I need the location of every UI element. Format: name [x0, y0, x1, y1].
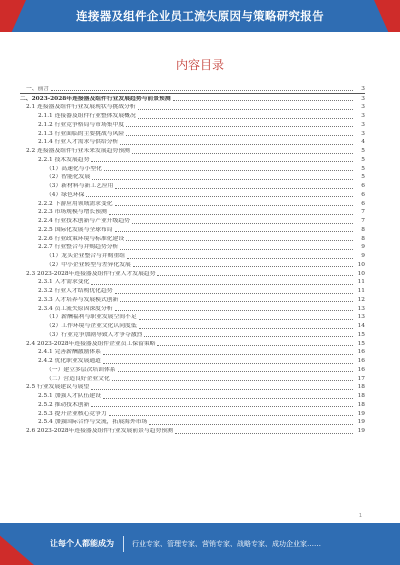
footer-ribbon [0, 523, 34, 565]
toc-leader-dots [132, 223, 353, 224]
toc-entry-page: 9 [361, 253, 365, 259]
toc-entry-page: 7 [361, 218, 365, 224]
toc-leader-dots [132, 153, 353, 154]
toc-entry-page: 14 [357, 323, 365, 329]
toc-entry-page: 3 [361, 113, 365, 119]
toc-entry-page: 18 [357, 384, 365, 391]
toc-entry[interactable] [20, 400, 365, 409]
toc-leader-dots [127, 258, 353, 259]
toc-entry[interactable] [20, 146, 365, 155]
toc-entry[interactable] [20, 286, 365, 295]
toc-entry-page: 8 [361, 235, 365, 242]
toc-leader-dots [115, 293, 353, 294]
toc-leader-dots [91, 389, 353, 390]
footer-banner [0, 523, 400, 565]
toc-entry[interactable] [20, 138, 365, 147]
toc-entry-page: 3 [361, 95, 365, 102]
toc-leader-dots [133, 266, 353, 267]
toc-entry-label: 2.1.2 行业竞争格局与市场集中度 [20, 122, 126, 129]
toc-entry[interactable] [20, 426, 365, 435]
toc-leader-dots [118, 371, 353, 372]
toc-entry-label: 2.1 连接器及组件行业发展现状与挑战分析 [20, 104, 138, 111]
toc-entry-label: 2.1.1 连接器及组件行业整体发展概况 [20, 113, 138, 120]
toc-entry[interactable] [20, 190, 365, 199]
toc-entry[interactable] [20, 120, 365, 129]
toc-entry-label: 2.3.1 人才需求变化 [20, 279, 91, 286]
toc-entry-page: 10 [357, 270, 365, 277]
toc-entry-label: 2.1.4 行业人才需求与供给分析 [20, 139, 120, 146]
toc-entry-page: 4 [361, 139, 365, 146]
toc-entry-label: 2.4.1 完善薪酬激励体系 [20, 349, 103, 356]
toc-entry-label: （2）智能化发展 [20, 174, 92, 181]
toc-leader-dots [157, 275, 353, 276]
toc-entry-page: 3 [361, 121, 365, 128]
toc-entry[interactable] [20, 93, 365, 103]
toc-entry[interactable] [20, 295, 365, 304]
toc-entry[interactable] [20, 304, 365, 313]
toc-entry-page: 3 [361, 104, 365, 111]
toc-leader-dots [112, 380, 353, 381]
toc-entry-label: 2.2.3 市场规模与增长预测 [20, 209, 109, 216]
toc-entry-label: （1）高速化与小型化 [20, 166, 104, 173]
toc-entry-page: 6 [361, 183, 365, 189]
toc-entry-page: 19 [357, 410, 365, 417]
toc-entry[interactable] [20, 348, 365, 357]
toc-entry-label: （一）建立多层次培训体系 [20, 367, 118, 374]
toc-leader-dots [91, 406, 353, 407]
toc-entry-label: 2.3.2 行业人才结构优化趋势 [20, 288, 115, 295]
toc-entry[interactable] [20, 155, 365, 164]
toc-entry-label: 2.4 2023-2028年连接器及组件企业员工保留策略 [20, 341, 157, 348]
toc-leader-dots [104, 170, 353, 171]
toc-entry-label: 2.2.5 国际化发展与全球布局 [20, 227, 115, 234]
toc-entry-page: 5 [361, 174, 365, 181]
toc-leader-dots [109, 214, 353, 215]
toc-entry[interactable] [20, 383, 365, 392]
toc-leader-dots [138, 118, 353, 119]
report-title: 连接器及组件企业员工流失原因与策略研究报告 [76, 9, 324, 23]
toc-entry-page: 16 [357, 358, 365, 364]
toc-entry[interactable] [20, 278, 365, 287]
toc-entry-page: 15 [357, 331, 365, 338]
toc-entry-page: 16 [357, 349, 365, 356]
toc-leader-dots [120, 249, 353, 250]
toc-entry-label: 2.4.2 优化职业发展通道 [20, 358, 103, 365]
toc-leader-dots [51, 90, 353, 91]
toc-entry[interactable] [20, 321, 365, 330]
toc-entry[interactable] [20, 418, 365, 427]
toc-entry[interactable] [20, 225, 365, 234]
toc-entry-label: 2.2.2 下游应用领域需求变化 [20, 201, 115, 208]
toc-leader-dots [91, 284, 353, 285]
toc-entry[interactable] [20, 216, 365, 225]
toc-entry-label: 2.5.4 加强国际合作与交流，拓展海外市场 [20, 419, 149, 426]
toc-entry[interactable] [20, 111, 365, 120]
toc-entry[interactable] [20, 164, 365, 173]
toc-leader-dots [144, 336, 353, 337]
toc-leader-dots [115, 205, 353, 206]
toc-leader-dots [173, 100, 353, 101]
toc-entry[interactable] [20, 251, 365, 260]
toc-entry-label: 2.2.7 行业整合与并购趋势分析 [20, 244, 120, 251]
toc-leader-dots [91, 161, 353, 162]
toc-leader-dots [138, 109, 353, 110]
toc-leader-dots [86, 196, 353, 197]
toc-entry[interactable] [20, 129, 365, 138]
toc-entry-page: 5 [361, 156, 365, 163]
toc-entry-page: 15 [357, 340, 365, 347]
toc-entry-page: 17 [357, 375, 365, 382]
toc-entry-label: 2.1.3 行业面临的主要挑战与风险 [20, 131, 126, 138]
toc-entry-page: 18 [357, 393, 365, 399]
toc-entry-page: 11 [357, 288, 365, 294]
toc-entry[interactable] [20, 339, 365, 348]
toc-entry-label: （2）中小企业转型与差异化发展 [20, 262, 133, 269]
toc-leader-dots [126, 126, 353, 127]
toc-entry[interactable] [20, 330, 365, 339]
toc-entry[interactable] [20, 260, 365, 269]
toc-entry[interactable] [20, 84, 365, 93]
toc-entry[interactable] [20, 243, 365, 252]
toc-entry[interactable] [20, 199, 365, 208]
toc-entry-page: 12 [357, 296, 365, 303]
toc-entry-label: （3）行业竞争加剧导致人才争夺激烈 [20, 332, 144, 339]
table-of-contents [20, 84, 365, 435]
toc-entry[interactable] [20, 208, 365, 217]
toc-entry-page: 6 [361, 191, 365, 198]
toc-leader-dots [139, 328, 353, 329]
toc-entry-label: 2.3.3 人才培养与发展模式创新 [20, 297, 120, 304]
toc-entry-page: 10 [357, 261, 365, 268]
footer-divider [123, 536, 124, 552]
toc-entry-label: 2.2 连接器及组件行业未来发展趋势预测 [20, 148, 132, 155]
toc-entry-page: 8 [361, 226, 365, 233]
toc-entry[interactable] [20, 269, 365, 278]
toc-leader-dots [109, 415, 353, 416]
toc-entry-label: 2.2.6 行业政策环境与标准化建设 [20, 236, 126, 243]
toc-entry[interactable] [20, 356, 365, 365]
toc-leader-dots [103, 354, 353, 355]
toc-entry-label: 2.3.4 员工流失原因深度分析 [20, 306, 115, 313]
toc-leader-dots [157, 345, 353, 346]
toc-entry-page: 19 [357, 419, 365, 426]
toc-entry[interactable] [20, 313, 365, 322]
toc-entry-page: 6 [361, 200, 365, 207]
toc-entry-label: 2.2.1 技术发展趋势 [20, 157, 91, 164]
toc-leader-dots [103, 398, 353, 399]
toc-entry-label: 2.5.3 提升企业核心竞争力 [20, 411, 109, 418]
toc-leader-dots [126, 135, 353, 136]
toc-entry-page: 16 [357, 366, 365, 373]
footer-slogan: 让每个人都能成为 [50, 539, 114, 548]
toc-leader-dots [103, 363, 353, 364]
toc-leader-dots [139, 319, 353, 320]
toc-entry[interactable] [20, 173, 365, 182]
toc-entry-page: 9 [361, 244, 365, 251]
footer-roles: 行业专家、管理专家、营销专家、战略专家、成功企业家…… [132, 540, 321, 548]
toc-entry-page: 5 [361, 148, 365, 154]
toc-entry-label: 2.5.2 推动技术创新 [20, 402, 91, 409]
toc-entry[interactable] [20, 374, 365, 383]
toc-entry-page: 13 [357, 314, 365, 321]
toc-entry-label: 2.5 行业发展建议与展望 [20, 384, 91, 391]
toc-entry-label: 2.6 2023-2028年连接器及组件行业发展前景与趋势预测 [20, 428, 175, 435]
toc-entry-page: 18 [357, 401, 365, 408]
header-banner [0, 0, 400, 32]
toc-entry-label: 2.3 2023-2028年连接器及组件行业人才发展趋势 [20, 271, 157, 278]
toc-entry-label: 2.5.1 加强人才队伍建设 [20, 393, 103, 400]
toc-leader-dots [92, 179, 353, 180]
toc-leader-dots [115, 310, 353, 311]
toc-title: 内容目录 [175, 58, 224, 72]
toc-entry-label: （1）龙头企业整合与并购重组 [20, 253, 127, 260]
toc-entry-page: 3 [361, 130, 365, 137]
toc-leader-dots [115, 231, 353, 232]
toc-entry[interactable] [20, 391, 365, 400]
toc-entry-label: 2.2.4 行业技术创新与产业升级趋势 [20, 218, 132, 225]
toc-leader-dots [120, 144, 353, 145]
toc-entry-page: 19 [357, 428, 365, 434]
toc-entry[interactable] [20, 409, 365, 418]
toc-entry[interactable] [20, 181, 365, 190]
toc-entry-label: （4）绿色环保 [20, 192, 86, 199]
toc-entry-label: 一、前言 [20, 86, 51, 93]
toc-entry-page: 3 [361, 85, 365, 92]
toc-entry-label: （1）薪酬福利与职业发展空间不足 [20, 314, 139, 321]
toc-entry-page: 7 [361, 209, 365, 216]
page-number: 1 [358, 513, 362, 519]
toc-leader-dots [115, 188, 353, 189]
toc-entry-page: 13 [357, 305, 365, 312]
toc-leader-dots [120, 301, 353, 302]
toc-entry-label: （2）工作环境与企业文化认同度低 [20, 323, 139, 330]
toc-leader-dots [149, 424, 353, 425]
toc-entry[interactable] [20, 103, 365, 112]
toc-entry[interactable] [20, 234, 365, 243]
toc-entry-page: 11 [357, 279, 365, 286]
toc-entry-label: （3）新材料与新工艺应用 [20, 183, 115, 190]
toc-entry-page: 5 [361, 165, 365, 172]
toc-leader-dots [126, 240, 353, 241]
toc-entry-label: （二）营造良好企业文化 [20, 376, 112, 383]
toc-entry-label: 二、2023-2028年连接器及组件行业发展趋势与前景预测 [20, 95, 171, 102]
toc-entry[interactable] [20, 365, 365, 374]
toc-leader-dots [175, 433, 353, 434]
